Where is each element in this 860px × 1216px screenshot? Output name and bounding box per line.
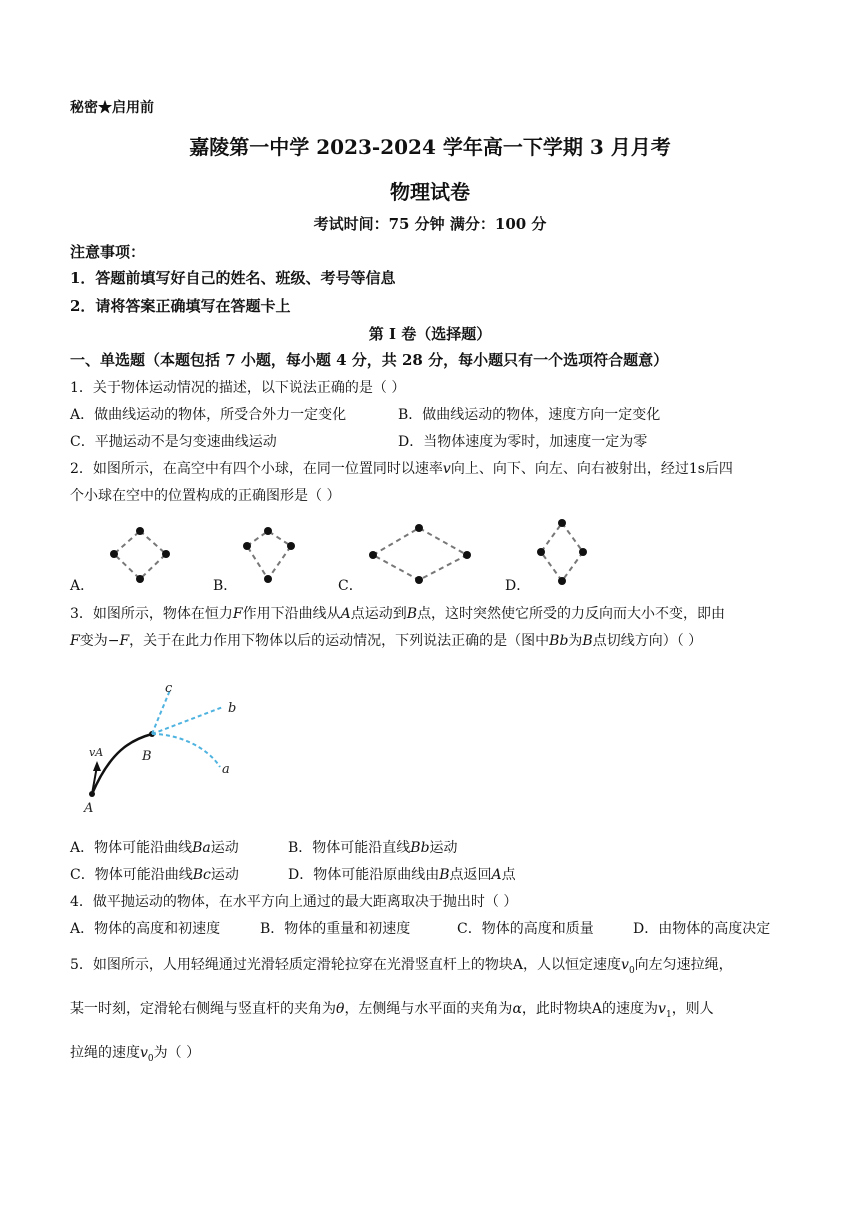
q3-text: 3．如图所示，物体在恒力 (70, 606, 233, 622)
ball-icon (463, 551, 471, 559)
q3-var-f: F (232, 606, 243, 622)
ball-icon (558, 519, 566, 527)
q5-text: 拉绳的速度 (70, 1045, 140, 1061)
notice-item-2: 2．请将答案正确填写在答题卡上 (70, 297, 291, 315)
q4-option-d: D．由物体的高度决定 (633, 921, 771, 937)
time-info: 考试时间：75 分钟 满分：100 分 (313, 215, 547, 233)
q2-figure-a (110, 527, 170, 583)
q3-opt-text: 运动 (210, 867, 239, 883)
line-bb (152, 707, 223, 734)
q3-opt-text: 运动 (429, 840, 458, 856)
q5-var-v1: v (658, 1001, 666, 1017)
q3-option-c (70, 865, 239, 885)
q5-text: ，则人 (671, 1001, 714, 1017)
q3-option-b (288, 838, 458, 858)
q3-text: 点运动到 (350, 606, 407, 622)
q2-stem-line1 (70, 459, 733, 479)
q3-var-bb: Bb (549, 633, 569, 649)
q3-var-b: B (582, 633, 593, 649)
ball-icon (537, 548, 545, 556)
q3-opt-text: A．物体可能沿曲线 (70, 840, 193, 856)
q2-label-d: D． (505, 578, 531, 594)
q3-var-a: A (340, 606, 351, 622)
q3-text: 为 (568, 633, 583, 649)
q3-text: 作用下沿曲线从 (242, 606, 341, 622)
q3-opt-text: B．物体可能沿直线 (288, 840, 411, 856)
point-a (89, 791, 95, 797)
q5-stem-line3 (70, 1043, 200, 1069)
q3-opt-var: Ba (192, 840, 211, 856)
q2-label-a: A． (70, 578, 95, 594)
q4-stem: 4．做平抛运动的物体，在水平方向上通过的最大距离取决于抛出时（ ） (70, 894, 518, 910)
q5-var-v0: v (140, 1045, 148, 1061)
q2-label-b: B． (213, 578, 238, 594)
q2-figures (0, 515, 860, 595)
q5-text: ，此时物块A的速度为 (521, 1001, 659, 1017)
q3-text: 点切线方向）（ ） (592, 633, 703, 649)
ball-icon (287, 542, 295, 550)
notice-item-1: 1．答题前填写好自己的姓名、班级、考号等信息 (70, 269, 396, 287)
q2-stem-part-b: 向上、向下、向左、向右被射出，经过 (450, 461, 689, 477)
q3-opt-text: 点返回 (449, 867, 492, 883)
q5-text: 向左匀速拉绳， (634, 957, 733, 973)
curve-ab (92, 734, 152, 794)
q3-var-f: F (70, 633, 80, 649)
q1-stem: 1．关于物体运动情况的描述，以下说法正确的是（ ） (70, 380, 406, 396)
q2-figure-d (537, 519, 587, 585)
q3-text: 点，这时突然使它所受的力反向而大小不变，即由 (417, 606, 726, 622)
q3-opt-text: D．物体可能沿原曲线由 (288, 867, 440, 883)
curve-ba (152, 734, 220, 767)
q2-stem-line2: 个小球在空中的位置构成的正确图形是（ ） (70, 488, 341, 504)
secret-label: 秘密★启用前 (70, 100, 154, 116)
ball-icon (264, 527, 272, 535)
q3-var-negf: −F (107, 633, 130, 649)
q2-label-c: C． (338, 578, 363, 594)
notice-title: 注意事项： (70, 243, 146, 261)
exam-title: 嘉陵第一中学 2023-2024 学年高一下学期 3 月月考 (189, 135, 671, 159)
q3-opt-var: B (439, 867, 450, 883)
q5-text: 为（ ） (153, 1045, 201, 1061)
ball-icon (415, 524, 423, 532)
q5-sub: 0 (147, 1053, 154, 1064)
q1-option-c: C．平抛运动不是匀变速曲线运动 (70, 434, 277, 450)
ball-icon (369, 551, 377, 559)
q3-figure (70, 672, 270, 832)
q3-text: ，关于在此力作用下物体以后的运动情况，下列说法正确的是（图中 (129, 633, 550, 649)
q2-figure-c (369, 524, 471, 584)
q3-opt-text: C．物体可能沿曲线 (70, 867, 193, 883)
q5-var-v0: v (621, 957, 629, 973)
part-title: 第 I 卷（选择题） (368, 325, 492, 343)
q3-stem-line2 (70, 631, 702, 651)
q3-opt-var: Bc (192, 867, 211, 883)
q3-option-a (70, 838, 239, 858)
q5-sub: 0 (628, 965, 635, 976)
ball-icon (415, 576, 423, 584)
q3-opt-var: Bb (410, 840, 430, 856)
q5-text: ，左侧绳与水平面的夹角为 (344, 1001, 513, 1017)
ball-icon (110, 550, 118, 558)
q4-option-a: A．物体的高度和初速度 (70, 921, 221, 937)
arrow-head-icon (93, 761, 101, 771)
label-a-start: A (84, 801, 94, 816)
q4-option-c: C．物体的高度和质量 (457, 921, 594, 937)
q3-text: 变为 (79, 633, 108, 649)
section-heading: 一、单选题（本题包括 7 小题，每小题 4 分，共 28 分，每小题只有一个选项符合题意） (70, 351, 669, 369)
q2-time: 1s (688, 461, 705, 477)
q3-var-b: B (406, 606, 418, 622)
q3-opt-text: 运动 (210, 840, 239, 856)
q2-figure-b (243, 527, 295, 583)
q2-stem-part-a: 2．如图所示，在高空中有四个小球，在同一位置同时以速率 (70, 461, 443, 477)
q1-option-d: D．当物体速度为零时，加速度一定为零 (398, 434, 648, 450)
q4-option-b: B．物体的重量和初速度 (260, 921, 411, 937)
ball-icon (136, 575, 144, 583)
ball-icon (579, 548, 587, 556)
q2-var-v: v (442, 461, 451, 477)
q5-stem-line1 (70, 955, 733, 981)
q3-stem-line1 (70, 604, 725, 624)
q3-option-d (288, 865, 516, 885)
q2-stem-part-c: 后四 (704, 461, 733, 477)
ball-icon (136, 527, 144, 535)
q5-var-alpha: α (512, 1001, 522, 1017)
q5-text: 5．如图所示，人用轻绳通过光滑轻质定滑轮拉穿在光滑竖直杆上的物块A，人以恒定速度 (70, 957, 622, 973)
q3-opt-text: 点 (501, 867, 516, 883)
label-va: vA (89, 746, 104, 759)
q1-option-b: B．做曲线运动的物体，速度方向一定变化 (398, 407, 661, 423)
label-a-point: a (222, 762, 230, 777)
q5-text: 某一时刻，定滑轮右侧绳与竖直杆的夹角为 (70, 1001, 336, 1017)
q5-sub: 1 (665, 1009, 672, 1020)
subject-title: 物理试卷 (390, 180, 470, 204)
q1-option-a: A．做曲线运动的物体，所受合外力一定变化 (70, 407, 347, 423)
q5-var-theta: θ (336, 1001, 345, 1017)
ball-icon (558, 577, 566, 585)
ball-icon (264, 575, 272, 583)
ball-icon (162, 550, 170, 558)
label-c: c (165, 681, 173, 696)
q3-opt-var: A (491, 867, 502, 883)
label-b-point: B (142, 749, 152, 764)
ball-icon (243, 542, 251, 550)
q5-stem-line2 (70, 999, 714, 1025)
label-b: b (228, 701, 237, 716)
